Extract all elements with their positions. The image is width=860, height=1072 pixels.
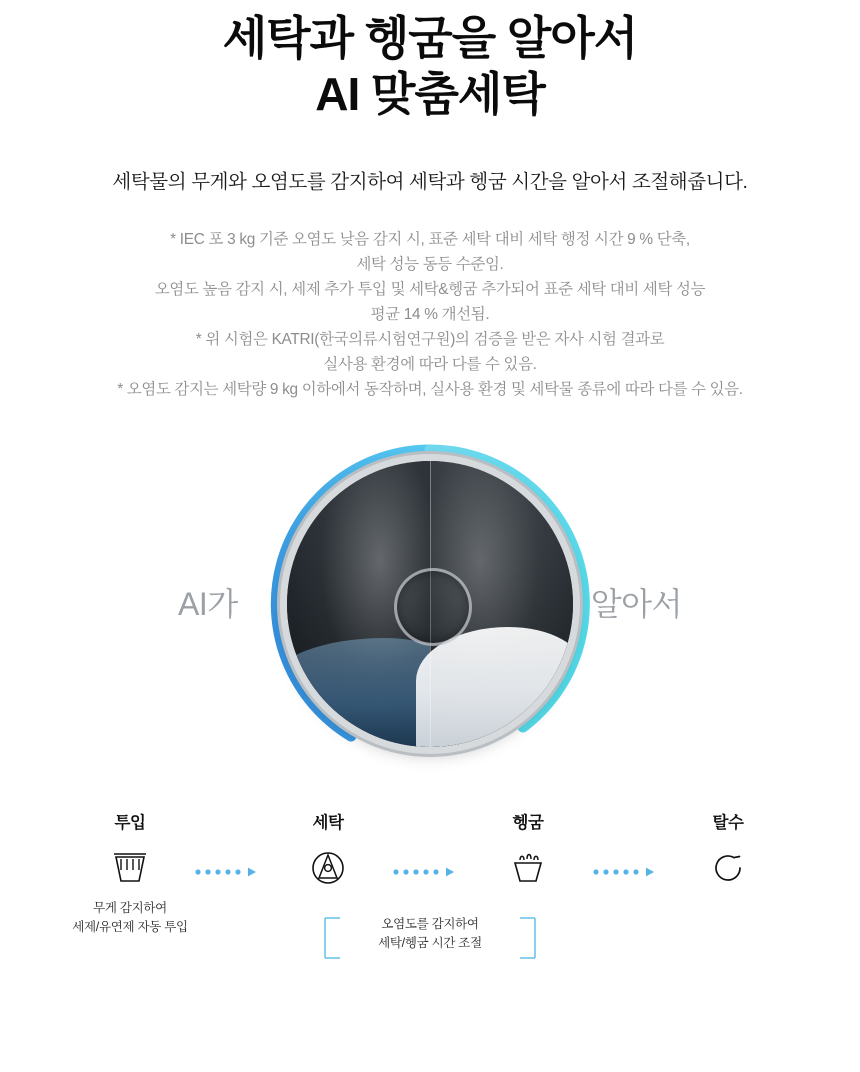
step-connector-dots xyxy=(194,865,264,875)
step-item xyxy=(60,809,200,938)
step-description-line: 세제/유연제 자동 투입 xyxy=(72,920,188,935)
step-description-line: 무게 감지하여 xyxy=(93,900,167,915)
wash-drum-icon xyxy=(258,845,398,889)
bracket-note xyxy=(348,915,512,954)
step-item xyxy=(658,809,798,889)
footnotes xyxy=(0,228,860,403)
step-description xyxy=(60,899,200,938)
step-title: 세탁 xyxy=(312,813,344,832)
step-item xyxy=(258,809,398,889)
spin-cycle-icon xyxy=(658,845,798,889)
detergent-tray-icon xyxy=(60,845,200,889)
footnote-line: 실사용 환경에 따라 다를 수 있음. xyxy=(323,355,537,373)
step-connector-dots xyxy=(392,865,462,875)
hero-label-right: 알아서 xyxy=(590,585,682,622)
page-title-line-1: 세탁과 헹굼을 알아서 xyxy=(222,12,638,64)
footnote-line: * 오염도 감지는 세탁량 9 kg 이하에서 동작하며, 실사용 환경 및 세탁물 종류에 따라 다를 수 있음. xyxy=(117,380,743,398)
lead-paragraph: 세탁물의 무게와 오염도를 감지하여 세탁과 헹굼 시간을 알아서 조절해줍니다. xyxy=(112,171,748,194)
hero-illustration xyxy=(0,439,860,799)
step-title: 투입 xyxy=(114,813,146,832)
step-title: 헹굼 xyxy=(512,813,544,832)
footnote-line: 오염도 높음 감지 시, 세제 추가 투입 및 세탁&헹굼 추가되어 표준 세탁 대비 세탁 성능 xyxy=(154,281,706,299)
footnote-line: 평균 14 % 개선됨. xyxy=(370,306,490,324)
footnote-line: * 위 시험은 KATRI(한국의류시험연구원)의 검증을 받은 자사 시험 결과로 xyxy=(195,331,665,349)
bracket-note-line: 세탁/헹굼 시간 조절 xyxy=(378,936,482,951)
washer-drum-image xyxy=(287,461,573,747)
footnote-line: 세탁 성능 동등 수준임. xyxy=(356,256,504,274)
step-connector-dots xyxy=(592,865,662,875)
page-title-line-2: AI 맞춤세탁 xyxy=(315,68,545,121)
bracket-note-line: 오염도를 감지하여 xyxy=(381,916,479,931)
step-item xyxy=(458,809,598,889)
hero-label-left: AI가 xyxy=(178,585,238,622)
step-title: 탈수 xyxy=(712,813,744,832)
process-steps xyxy=(0,809,860,1009)
footnote-line: * IEC 포 3 kg 기준 오염도 낮음 감지 시, 표준 세탁 대비 세탁 행정 시간 9 % 단축, xyxy=(170,231,690,249)
rinse-basin-icon xyxy=(458,845,598,889)
drum-inner-ring xyxy=(394,568,472,646)
page-title xyxy=(0,0,860,122)
